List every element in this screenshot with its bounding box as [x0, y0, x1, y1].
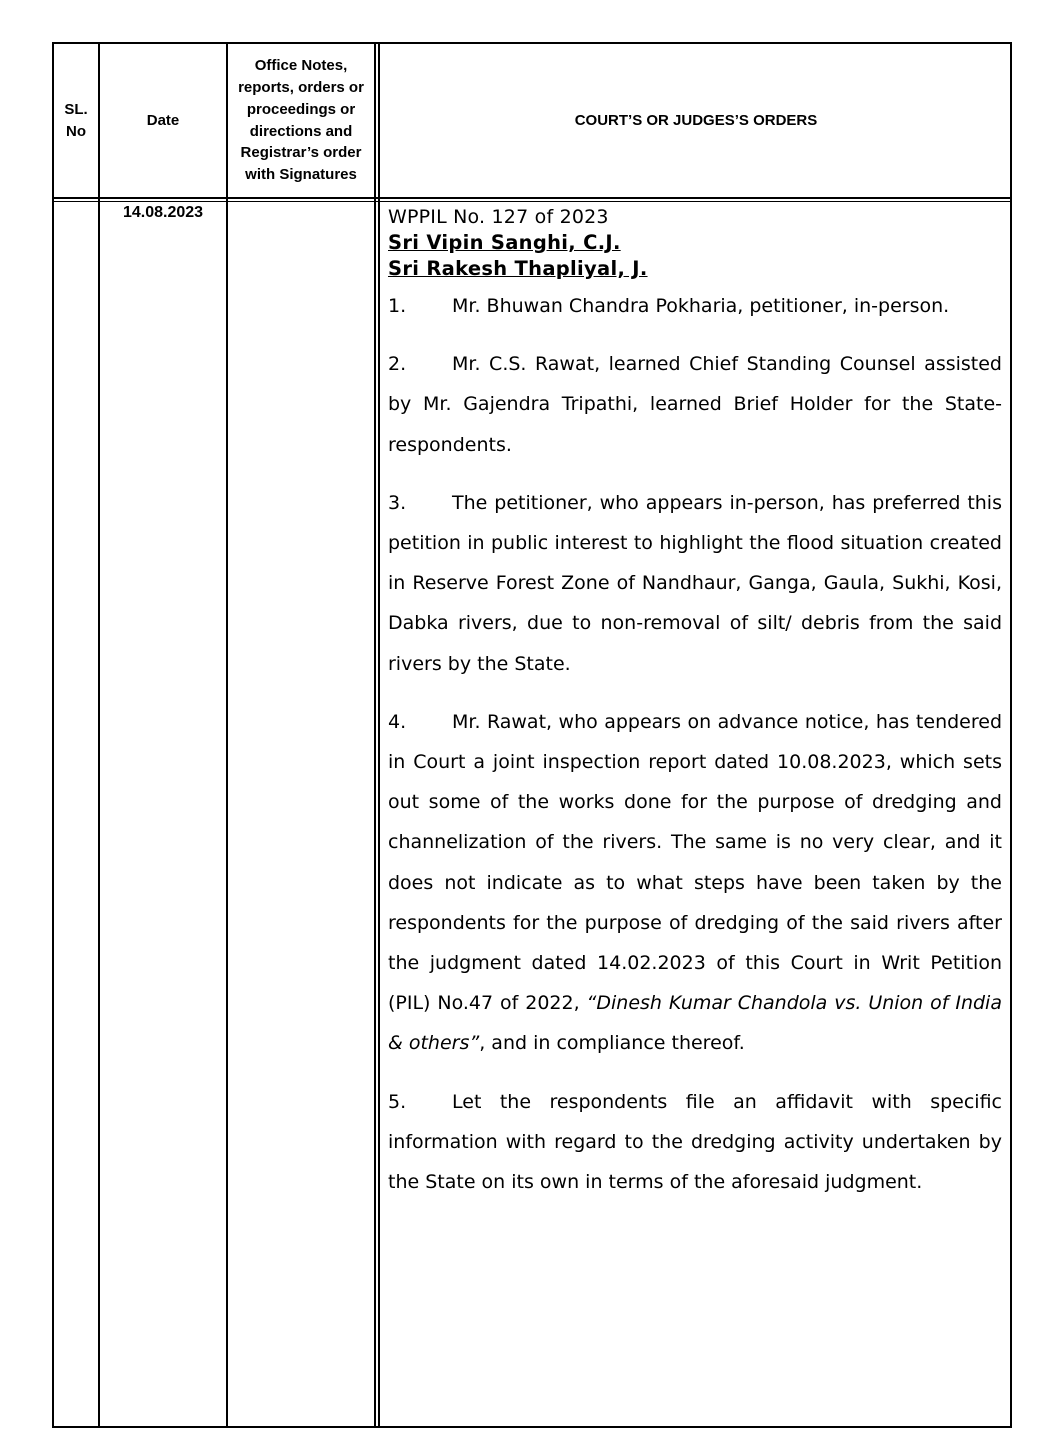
order-paragraph: [388, 702, 1002, 1064]
column-divider: [378, 44, 380, 1426]
judge-name: Sri Vipin Sanghi, C.J.: [388, 231, 621, 254]
paragraph-text: Mr. Bhuwan Chandra Pokharia, petitioner, in-person.: [452, 295, 950, 317]
paragraph-text: Let the respondents file an affidavit with specific information with regard to the dredging activity undertaken by the State on its own in terms of the aforesaid judgment.: [388, 1090, 1002, 1194]
order-paragraph: [388, 1082, 1002, 1203]
order-date: 14.08.2023: [122, 204, 204, 221]
paragraph-number: 4.: [388, 710, 407, 733]
paragraph-text: , and in compliance thereof.: [479, 1032, 745, 1055]
column-divider: [226, 44, 228, 1426]
paragraph-text: Mr. C.S. Rawat, learned Chief Standing Counsel assisted by Mr. Gajendra Tripathi, learned Brief Holder for the State- respondents.: [388, 353, 1002, 456]
column-divider: [374, 44, 376, 1426]
paragraph-number: 2.: [388, 353, 407, 376]
header-date: Date: [146, 111, 180, 129]
paragraph-text: Mr. Rawat, who appears on advance notice, has tendered in Court a joint inspection report dated 10.08.2023, which sets out some of the works done for the purpose of dredging and channelization of the rivers. The same is no very clear, and it does not indicate as to what steps have been taken by the respondents for the purpose of dredging of the said rivers after the judgment dated 14.02.2023 of this Court in Writ Petition (PIL) No.47 of 2022,: [388, 710, 1002, 1015]
judge-name: Sri Rakesh Thapliyal, J.: [388, 257, 648, 280]
column-divider: [98, 44, 100, 1426]
paragraph-number: 3.: [388, 491, 407, 514]
order-paragraph: [388, 344, 1002, 465]
order-paragraph: [388, 483, 1002, 684]
case-citation: “Dinesh Kumar Chandola vs. Union of India & others”: [388, 992, 1002, 1055]
header-office-notes: Office Notes, reports, orders or proceedings or directions and Registrar’s order with Signatures: [238, 57, 364, 183]
order-sheet-table: [52, 42, 1012, 1428]
header-orders: COURT’S OR JUDGES’S ORDERS: [574, 111, 818, 129]
paragraph-number: 5.: [388, 1090, 407, 1113]
paragraph-number: 1.: [388, 295, 407, 317]
bench: [388, 230, 1002, 282]
order-content: [388, 204, 1002, 1202]
paragraph-text: The petitioner, who appears in-person, has preferred this petition in public interest to highlight the flood situation created in Reserve Forest Zone of Nandhaur, Ganga, Gaula, Sukhi, Kosi, Dabka rivers, due to non-removal of silt/ debris from the said rivers by the State.: [388, 491, 1002, 675]
case-number: WPPIL No. 127 of 2023: [388, 206, 609, 228]
header-divider: [54, 197, 1010, 199]
header-divider: [54, 201, 1010, 202]
header-sl-no: SL. No: [64, 100, 88, 140]
order-paragraph: [388, 286, 1002, 326]
